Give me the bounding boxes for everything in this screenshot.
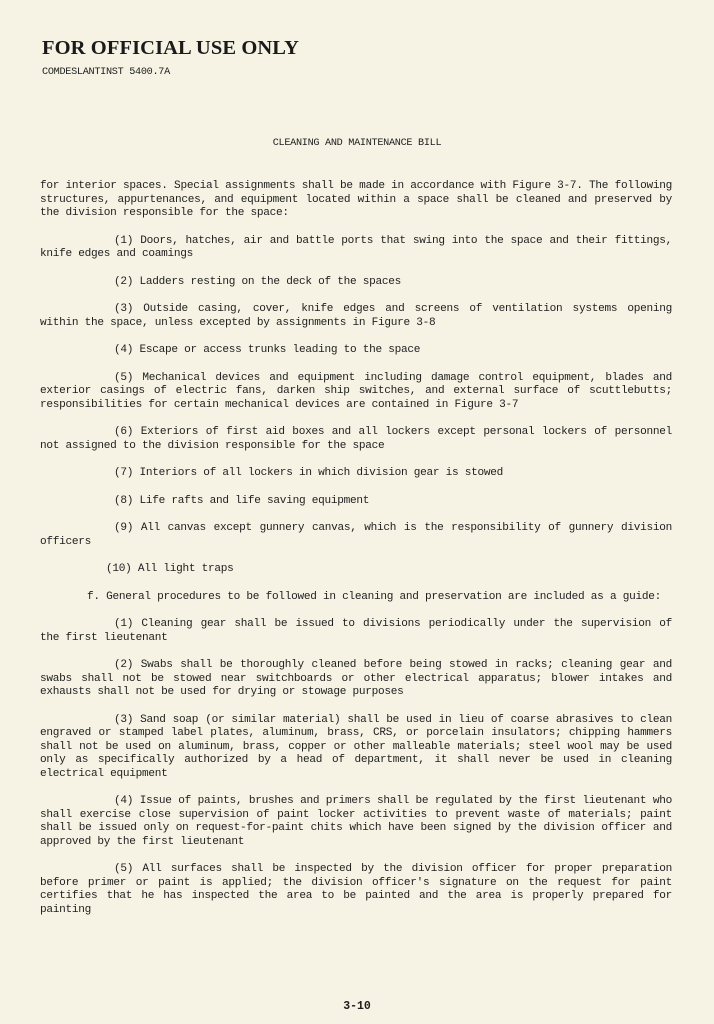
- section-f-paragraph: f. General procedures to be followed in cleaning and preservation are included as a guide:: [87, 590, 661, 603]
- list-item: (2) Ladders resting on the deck of the spaces: [114, 275, 401, 288]
- list-item: (3) Outside casing, cover, knife edges and screens of ventilation systems opening within the space, unless excepted by assignments in Figure 3-8: [40, 303, 672, 329]
- procedure-item: (1) Cleaning gear shall be issued to divisions periodically under the supervision of the first lieutenant: [40, 618, 672, 644]
- procedure-item: (2) Swabs shall be thoroughly cleaned before being stowed in racks; cleaning gear and swabs shall not be stowed near switchboards or other electrical apparatus; blower intakes and exhausts shall not be used for drying or stowage purposes: [40, 659, 672, 698]
- intro-paragraph: for interior spaces. Special assignments shall be made in accordance with Figure 3-7. The following structures, appurtenances, and equipment located within a space shall be cleaned and preserved by the division responsible for the space:: [40, 180, 672, 219]
- list-item: (6) Exteriors of first aid boxes and all lockers except personal lockers of personnel not assigned to the division responsible for the space: [40, 426, 672, 452]
- list-item: (10) All light traps: [106, 563, 234, 575]
- page-title: CLEANING AND MAINTENANCE BILL: [272, 138, 442, 149]
- instruction-number: COMDESLANTINST 5400.7A: [42, 67, 170, 78]
- procedure-item: (3) Sand soap (or similar material) shall be used in lieu of coarse abrasives to clean engraved or stamped label plates, aluminum, brass, CRS, or porcelain insulators; chipping hammers shall not be used on aluminum, brass, copper or other malleable materials; steel wool may be used only as specifically authorized by a head of department, it shall never be used in cleaning electrical equipment: [40, 713, 672, 780]
- list-item: (5) Mechanical devices and equipment including damage control equipment, blades and exterior casings of electric fans, darken ship switches, and external surface of scuttlebutts; responsibilities for certain mechanical devices are contained in Figure 3-7: [40, 371, 672, 411]
- list-item: (4) Escape or access trunks leading to the space: [114, 344, 421, 356]
- list-item: (7) Interiors of all lockers in which division gear is stowed: [114, 467, 504, 479]
- list-item: (9) All canvas except gunnery canvas, which is the responsibility of gunnery division officers: [40, 522, 672, 548]
- procedure-item: (4) Issue of paints, brushes and primers shall be regulated by the first lieutenant who shall exercise close supervision of paint locker activities to prevent waste of materials; paint shall be issued only on request-for-paint chits which have been signed by the division officer and approved by the first lieutenant: [40, 795, 672, 848]
- list-item: (8) Life rafts and life saving equipment: [114, 494, 370, 507]
- list-item: (1) Doors, hatches, air and battle ports that swing into the space and their fittings, knife edges and coamings: [40, 234, 672, 260]
- procedure-item: (5) All surfaces shall be inspected by the division officer for proper preparation before primer or paint is applied; the division officer's signature on the request for paint certifies that he has inspected the area to be painted and the area is properly prepared for painting: [40, 863, 672, 916]
- page-number: 3-10: [343, 1000, 371, 1013]
- classification-banner: FOR OFFICIAL USE ONLY: [42, 37, 300, 59]
- body-text: [40, 180, 672, 931]
